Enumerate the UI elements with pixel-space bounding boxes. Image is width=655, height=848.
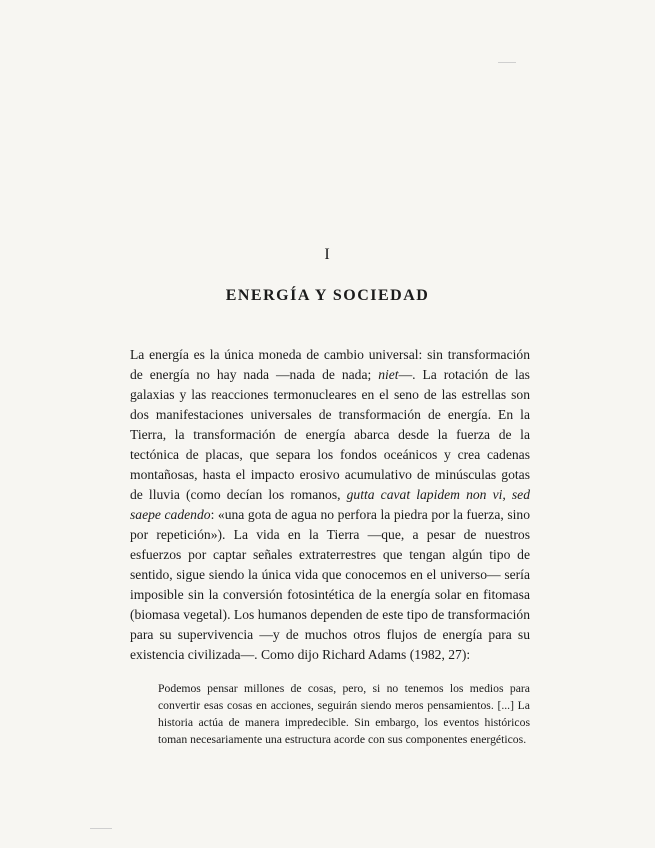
paragraph-italic-niet: niet — [378, 367, 399, 382]
body-paragraph — [130, 345, 530, 665]
chapter-title: ENERGÍA Y SOCIEDAD — [225, 287, 430, 304]
paragraph-italic-latin-quote: gutta cavat lapidem non vi, sed saepe cadendo — [130, 487, 530, 522]
paragraph-text-2: —. La rotación de las galaxias y las reacciones termonucleares en el seno de las estrellas son dos manifestaciones universales de transformación de energía. En la Tierra, la transformación de energía abarca desde la fuerza de la tectónica de placas, que separa los fondos oceánicos y crea cadenas montañosas, hasta el impacto erosivo acumulativo de minúsculas gotas de lluvia (como decían los romanos, — [130, 367, 530, 502]
scan-artifact-top — [498, 62, 516, 63]
paragraph-text-3: : «una gota de agua no perfora la piedra por la fuerza, sino por repetición»). La vida en la Tierra —que, a pesar de nuestros esfuerzos por captar señales extraterrestres que tengan algún tipo de sentido, sigue siendo la única vida que conocemos en el universo— sería imposible sin la conversión fotosintética de la energía solar en fitomasa (biomasa vegetal). Los humanos dependen de este tipo de transformación para su supervivencia —y de muchos otros flujos de energía para su existencia civilizada—. Como dijo Richard Adams (1982, 27): — [130, 507, 530, 662]
paragraph-text-1: La energía es la única moneda de cambio universal: sin transformación de energía no hay nada —nada de nada; — [130, 347, 530, 382]
chapter-number: I — [324, 246, 331, 263]
block-quote: Podemos pensar millones de cosas, pero, si no tenemos los medios para convertir esas cosas en acciones, seguirán siendo meros pensamientos. [...] La historia actúa de manera impredecible. Sin embargo, los eventos históricos toman necesariamente una estructura acorde con sus componentes energéticos. — [158, 682, 530, 746]
scan-artifact-bottom — [90, 828, 112, 829]
